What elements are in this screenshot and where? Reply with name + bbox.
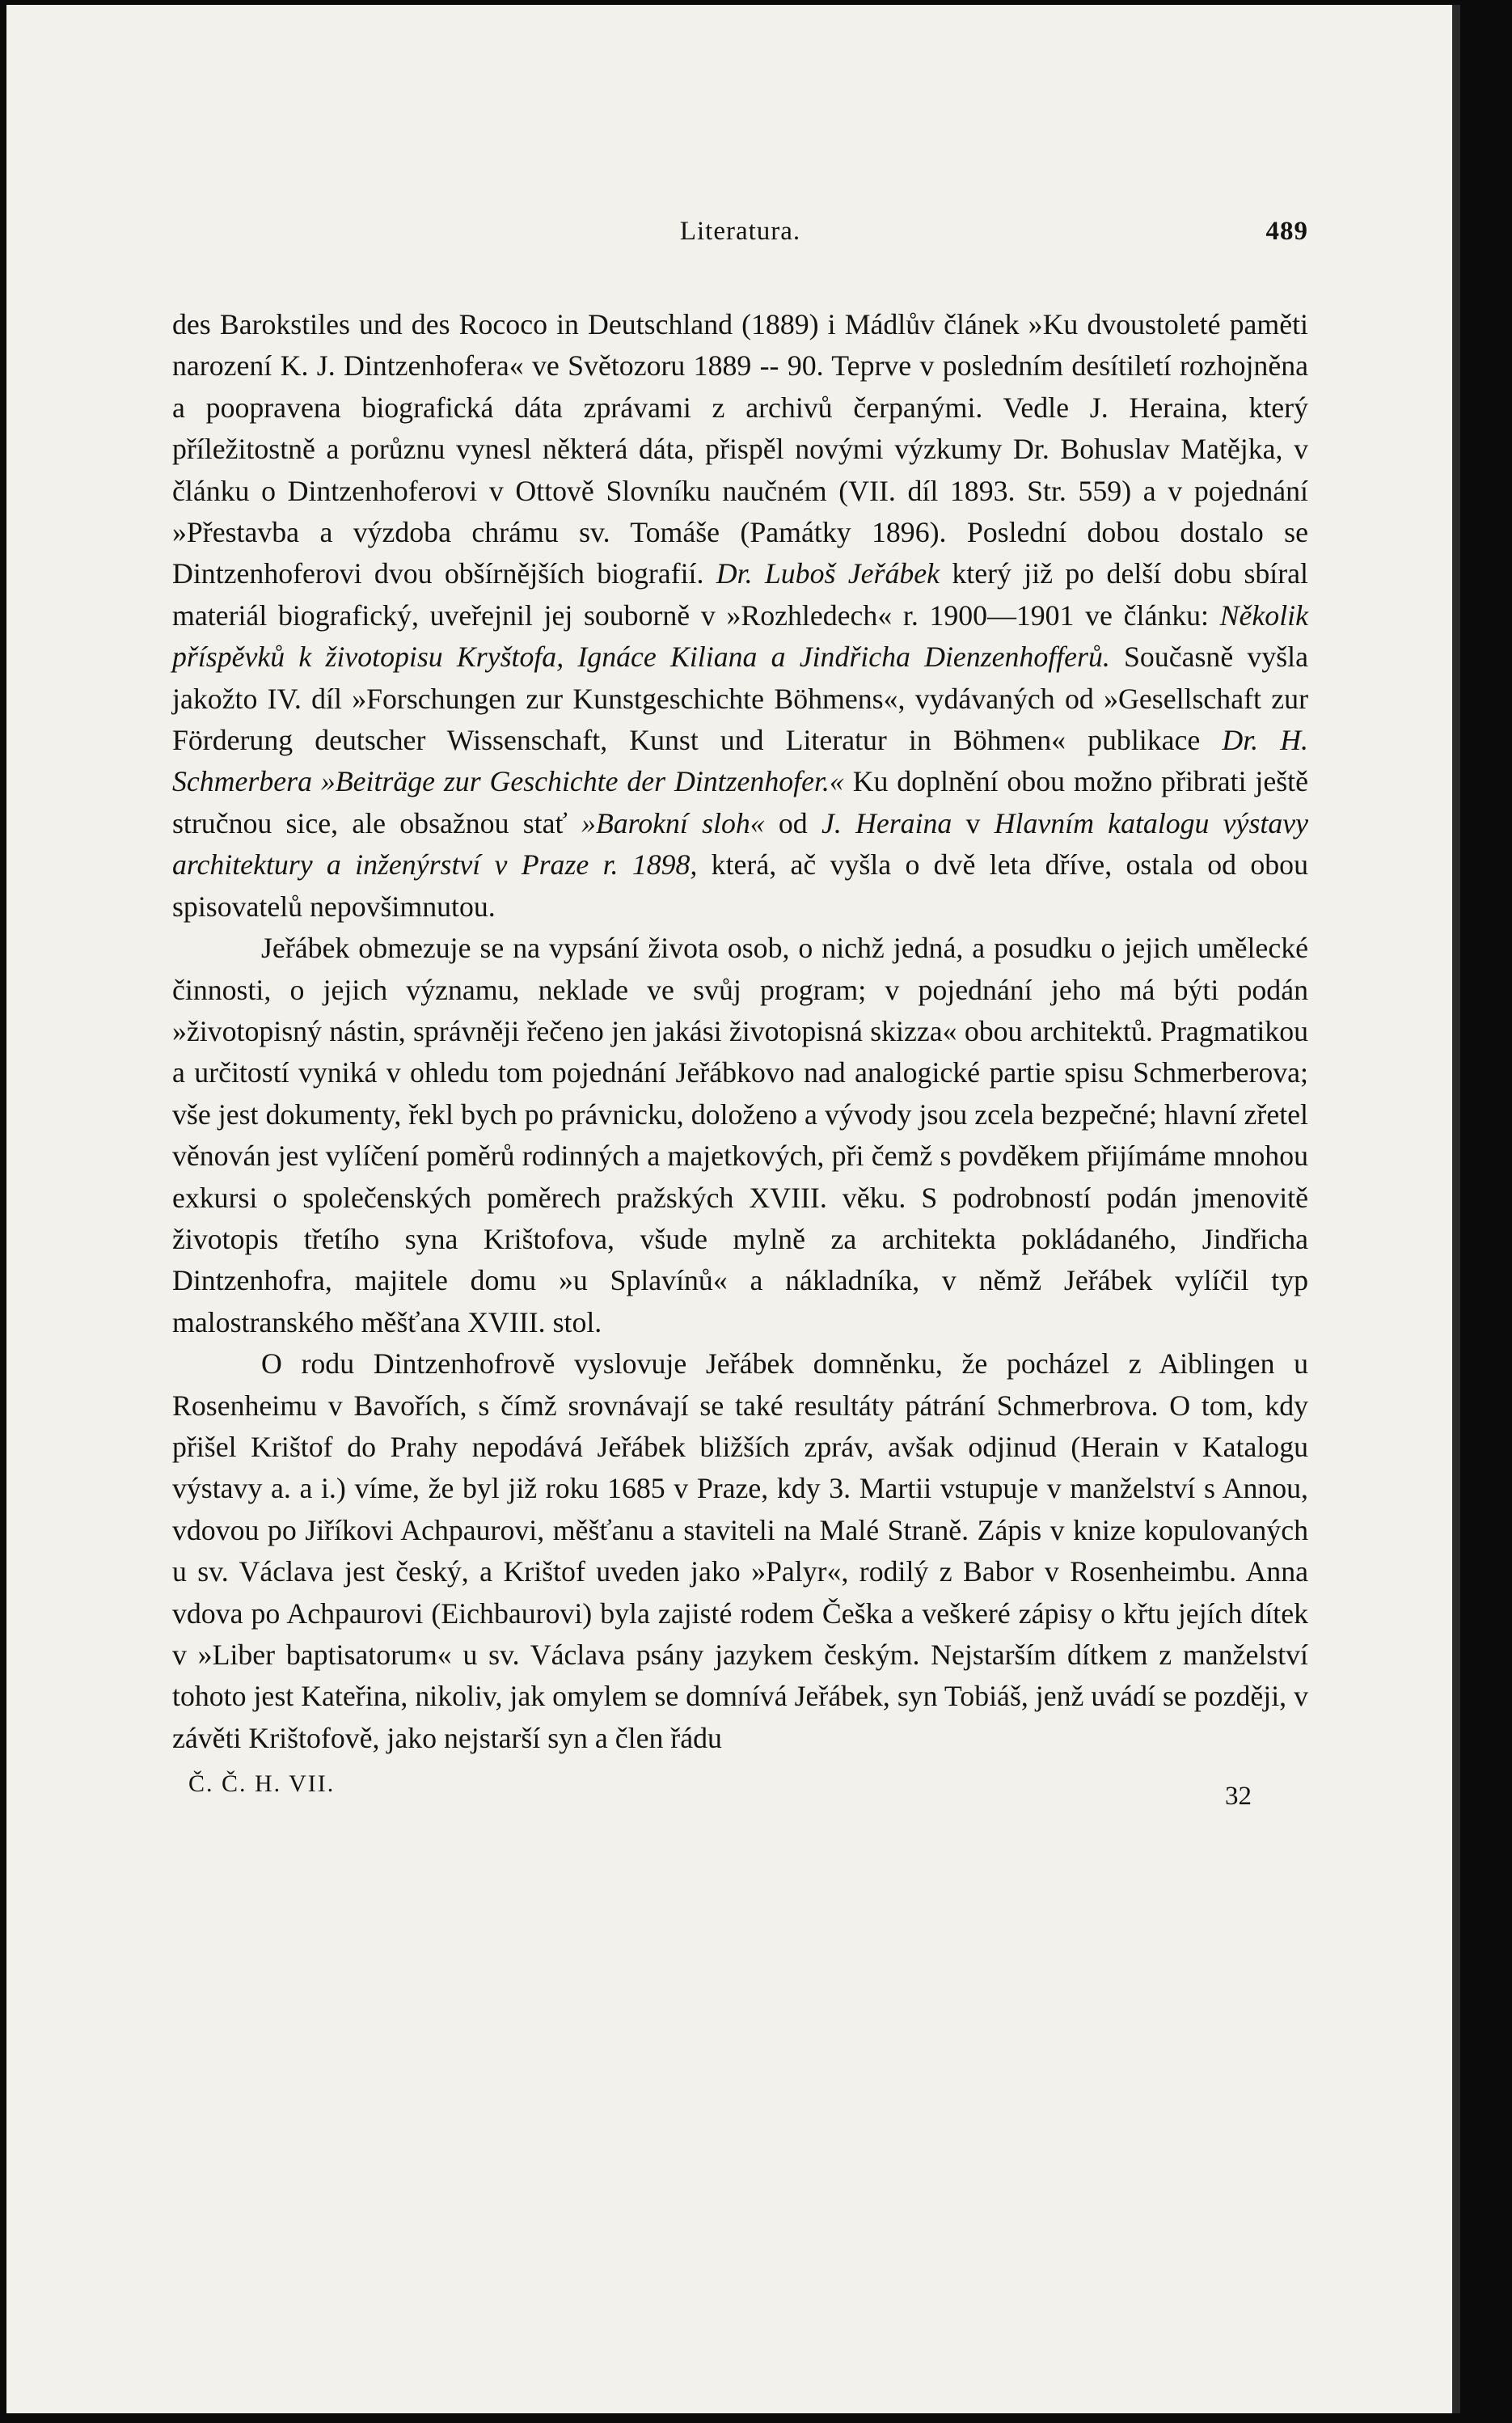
italic-citation: Hlavním katalogu výstavy architektury a inženýrství v Praze r. 1898, bbox=[172, 806, 1308, 882]
paragraph-2 bbox=[172, 928, 1308, 1343]
page-text-block bbox=[172, 217, 1308, 1819]
italic-citation: Dr. Luboš Jeřábek bbox=[716, 557, 940, 590]
article-body bbox=[172, 304, 1308, 1759]
text-run: v bbox=[952, 806, 995, 839]
italic-citation: Dr. H. Schmerbera »Beiträge zur Geschichte der Dintzenhofer.« bbox=[172, 724, 1309, 798]
running-head bbox=[172, 217, 1308, 265]
text-run: od bbox=[764, 806, 821, 839]
italic-citation: J. Heraina bbox=[821, 806, 952, 839]
page-number: 489 bbox=[1265, 217, 1308, 246]
italic-citation: Několik příspěvků k životopisu Kryštofa, Ignáce Kiliana a Jindřicha Dienzenhofferů. bbox=[172, 598, 1308, 674]
text-run: který již po delší dobu sbíral materiál biografický, uveřejnil jej souborně v »Rozhledech« r. 1900—1901 ve článku: bbox=[172, 557, 1308, 632]
sheet-number: 32 bbox=[1225, 1782, 1252, 1812]
paragraph-1 bbox=[172, 304, 1308, 928]
scanned-page bbox=[6, 5, 1460, 2413]
journal-signature: Č. Č. H. VII. bbox=[188, 1770, 336, 1798]
text-run: která, ač vyšla o dvě leta dříve, ostala od obou spisovatelů nepovšimnutou. bbox=[172, 848, 1308, 923]
text-run: Současně vyšla jakožto IV. díl »Forschungen zur Kunstgeschichte Böhmens«, vydávaných od »Gesellschaft zur Förderung deutscher Wissenschaft, Kunst und Literatur in Böhmen« publikace bbox=[172, 641, 1308, 757]
text-run: Jeřábek obmezuje se na vypsání života osob, o nichž jedná, a posudku o jejich umělecké činnosti, o jejich významu, neklade ve svůj program; v pojednání jeho má býti podán »životopisný nástin, správněji řečeno jen jakási životopisná skizza« obou architektů. Pragmatikou a určitostí vyniká v ohledu tom pojednání Jeřábkovo nad analogické partie spisu Schmerberova; vše jest dokumenty, řekl bych po právnicku, doloženo a vývody jsou zcela bezpečné; hlavní zřetel věnován jest vylíčení poměrů rodinných a majetkových, při čemž s povděkem přijímáme mnohou exkursi o společenských poměrech pražských XVIII. věku. S podrobností podán jmenovitě životopis třetího syna Krištofova, všude mylně za architekta pokládaného, Jindřicha Dintzenhofra, majitele domu »u Splavínů« a nákladníka, v němž Jeřábek vylíčil typ malostranského měšťana XVIII. stol. bbox=[172, 932, 1308, 1338]
page-footer bbox=[172, 1770, 1308, 1819]
text-run: des Barokstiles und des Rococo in Deutschland (1889) i Mádlův článek »Ku dvoustoleté paměti narození K. J. Dintzenhofera« ve Světozoru 1889 -- 90. Teprve v posledním desítiletí rozhojněna a poopravena biografická dáta zprávami z archivů čerpanými. Vedle J. Heraina, který příležitostně a porůznu vynesl některá dáta, přispěl novými výzkumy Dr. Bohuslav Matějka, v článku o Dintzenhoferovi v Ottově Slovníku naučném (VII. díl 1893. Str. 559) a v pojednání »Přestavba a výzdoba chrámu sv. Tomáše (Památky 1896). Poslední dobou dostalo se Dintzenhoferovi dvou obšírnějších biografií. bbox=[172, 308, 1308, 590]
paragraph-3 bbox=[172, 1343, 1308, 1759]
text-run: Ku doplnění obou možno přibrati ještě stručnou sice, ale obsažnou stať bbox=[172, 765, 1308, 839]
italic-citation: »Barokní sloh« bbox=[581, 806, 765, 839]
running-head-title: Literatura. bbox=[679, 217, 801, 246]
text-run: O rodu Dintzenhofrově vyslovuje Jeřábek domněnku, že pocházel z Aiblingen u Rosenheimu v Bavořích, s čímž srovnávají se také resultáty pátrání Schmerbrova. O tom, kdy přišel Krištof do Prahy nepodává Jeřábek bližších zpráv, avšak odjinud (Herain v Katalogu výstavy a. a i.) víme, že byl již roku 1685 v Praze, kdy 3. Martii vstupuje v manželství s Annou, vdovou po Jiříkovi Achpaurovi, měšťanu a staviteli na Malé Straně. Zápis v knize kopulovaných u sv. Václava jest český, a Krištof uveden jako »Palyr«, rodilý z Babor v Rosenheimbu. Anna vdova po Achpaurovi (Eichbaurovi) byla zajisté rodem Češka a veškeré zápisy o křtu jejích dítek v »Liber baptisatorum« u sv. Václava psány jazykem českým. Nejstarším dítkem z manželství tohoto jest Kateřina, nikoliv, jak omylem se domnívá Jeřábek, syn Tobiáš, jenž uvádí se později, v závěti Krištofově, jako nejstarší syn a člen řádu bbox=[172, 1347, 1308, 1754]
